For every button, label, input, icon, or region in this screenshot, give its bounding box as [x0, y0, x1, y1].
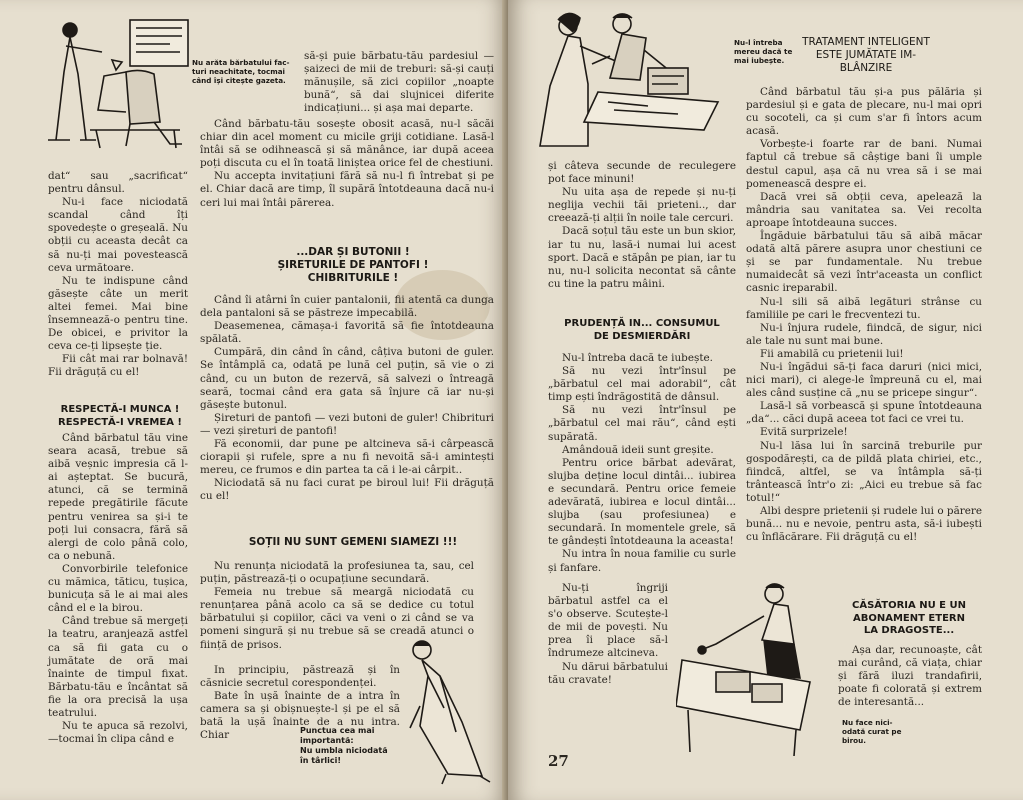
left-page — [0, 0, 508, 800]
paragraph: In principiu, păstrează și în căsnicie secretul corespondenței. — [200, 664, 400, 690]
paragraph: Nu dărui bărbatului tău cravate! — [548, 660, 668, 686]
text-right-col2a — [746, 86, 982, 544]
caption-line: Nu-l întreba — [734, 38, 783, 47]
text-right-col1a — [548, 160, 736, 291]
caption-line: când își citește gazeta. — [192, 76, 286, 85]
paragraph: Să nu vezi într'însul pe „bărbatul cel mai adorabil“, cât timp ești îndrăgostită de dânsul. — [548, 365, 736, 404]
paragraph: Nu-l lăsa lui în sarcină treburile pur gospodărești, ca de pildă plata chiriei, etc., fiindcă, altfel, se va întâmpla să-ți trântească într'o zi: „Aici eu trebue să fac totul!“ — [746, 439, 982, 504]
heading-line: ESTE JUMĂTATE IM- — [815, 49, 917, 61]
heading-twins — [212, 536, 494, 549]
heading-marriage — [824, 600, 994, 638]
paragraph: Dacă soțul tău este un bun skior, iar tu nu, lasă-i numai lui acest sport. Dacă e stăpân pe pian, iar tu nu, nu-l solicita necontat să cânte cu tine la patru mâini. — [548, 225, 736, 290]
paragraph: Fă economii, dar pune pe altcineva să-i cârpească ciorapii și rufele, spre a nu fi nevoită să-i amintești mereu, ce frumos e din partea ta că i le-ai cârpit.. — [200, 438, 494, 477]
paragraph: Când bărbatul tău și-a pus pălăria și pardesiul și e gata de plecare, nu-l mai opri cu socoteli, ca și cum s'ar fi întors acum acasă. — [746, 86, 982, 138]
paragraph: Nu-l sili să aibă legături strânse cu familiile pe cari le frecventezi tu. — [746, 295, 982, 321]
caption-line: Nu umbla niciodată — [300, 746, 388, 755]
paragraph: Îngăduie bărbatului tău să aibă măcar odată altă părere asupra unor chestiuni ce și se par fundamentale. Nu trebue numaidecât să vezi într'aceasta un conflict casnic ireparabil. — [746, 230, 982, 295]
caption-desk — [842, 718, 914, 745]
paragraph: Când îi atârni în cuier pantalonii, fii atentă ca dunga dela pantaloni să se păstreze impecabilă. — [200, 294, 494, 320]
paragraph: Nu te indispune când găsește câte un merit altei femei. Mai bine însemnează-o pentru tine. De obicei, e privitor la ceva ce-ți lipsește ție. — [48, 274, 188, 353]
caption-punctuality — [300, 726, 410, 766]
heading-line: CĂSĂTORIA NU E UN — [852, 600, 966, 611]
paragraph: Când bărbatul tău vine seara acasă, trebue să aibă veșnic impresia că l-ai așteptat. Se bucură, atunci, că se termină repede pregătirile făcute pentru venirea sa și-i te poți lui consacra, fără să alergi de colo până colo, ca o nebună. — [48, 432, 188, 562]
right-page — [508, 0, 1023, 800]
caption-line: turi neachitate, tocmai — [192, 67, 286, 76]
newspaper-reader-illustration — [30, 12, 200, 152]
text-right-col1c — [548, 582, 668, 687]
paragraph: Fii cât mai rar bolnavă! Fii drăguță cu el! — [48, 353, 188, 379]
paragraph: Fii amabilă cu prietenii lui! — [760, 347, 904, 360]
paragraph: Bate în ușă înainte de a intra în camera sa și obișnuește-l și pe el să bată la ușă înainte de a nu intra. Chiar — [200, 690, 400, 742]
paragraph: Dacă vrei să obții ceva, apelează la mândria sau vanitatea sa. Vei recolta aproape întotdeauna succes. — [746, 190, 982, 229]
text-left-top-wide — [200, 118, 494, 210]
paragraph: Nu accepta invitațiuni fără să nu-l fi întrebat și pe el. Chiar dacă are timp, îl supără întotdeauna dacă nu-i ceri lui mai întâi părerea. — [200, 170, 494, 209]
paragraph: Nu renunța niciodată la profesiunea ta, sau, cel puțin, păstrează-ți o ocupațiune secundară. — [200, 560, 474, 586]
text-right-col1b — [548, 352, 736, 575]
caption-line: Punctua cea mai — [300, 726, 375, 735]
text-left-top — [304, 50, 494, 115]
paragraph: Așa dar, recunoaște, cât mai curând, că viața, chiar și fără iluzi trandafirii, poate fi colorată și extrem de interesantă... — [838, 644, 982, 709]
paragraph: dat“ sau „sacrificat“ pentru dânsul. — [48, 170, 188, 196]
heading-line: CHIBRITURILE ! — [307, 272, 399, 284]
paragraph: Nu uita așa de repede și nu-ți neglija vechii tăi prieteni.., dar creează-ți alții în noile tale cercuri. — [548, 186, 736, 225]
text-left-col1 — [48, 170, 188, 380]
heading-line: SOȚII NU SUNT GEMENI SIAMEZI !!! — [248, 536, 458, 548]
paragraph: Deasemenea, cămașa-i favorită să fie întotdeauna spălată. — [200, 320, 494, 346]
heading-treatment — [746, 36, 986, 75]
paragraph: Nu te apuca să rezolvi, —tocmai în clipa când e — [48, 720, 188, 746]
paragraph: Femeia nu trebue să meargă niciodată cu renunțarea până acolo ca să se dedice cu totul bărbatului și copiilor, căci va veni o zi când se va pomeni singură și nu trebue să se creadă atunci o ființă de prisos. — [200, 586, 474, 651]
paragraph: Cumpără, din când în când, câțiva butoni de guler. Se întâmplă ca, odată pe lună cel puțin, să vie o zi când, cu un buton de rezervă, să salvezi o întreagă seară, tocmai când era gata să înjure că iar nu-și găsește butonul. — [200, 346, 494, 411]
couple-illustration — [528, 6, 728, 156]
heading-line: RESPECTĂ-I MUNCA ! — [60, 404, 180, 415]
heading-line: DE DESMIERDĂRI — [593, 330, 691, 342]
paragraph: Nu-ți îngriji bărbatul astfel ca el s'o observe. Scutește-l de mii de povești. Nu prea îi place să-l îndrumeze altcineva. — [548, 582, 668, 660]
heading-line: PRUDENȚĂ IN... CONSUMUL — [564, 318, 720, 329]
text-left-col2a — [200, 294, 494, 504]
heading-line: TRATAMENT INTELIGENT — [802, 36, 930, 48]
text-right-col2b — [838, 644, 982, 709]
heading-line: ABONAMENT ETERN — [853, 612, 965, 624]
caption-line: în târlici! — [300, 756, 342, 765]
caption-line: birou. — [842, 736, 866, 745]
paragraph: Nu-l întreba dacă te iubește. — [562, 352, 713, 364]
paragraph: Să nu vezi într'însul pe „bărbatul cel mai rău“, când ești supărată. — [548, 404, 736, 443]
heading-line: LA DRAGOSTE... — [863, 625, 955, 636]
caption-line: mai iubește. — [734, 56, 785, 65]
heading-line: RESPECTĂ-I VREMEA ! — [58, 416, 182, 428]
paragraph: Vorbește-i foarte rar de bani. Numai faptul că trebue să câștige bani îi umple destul capul, așa că nu vrea să i se mai pomenească despre ei. — [746, 138, 982, 190]
heading-buttons — [212, 246, 494, 285]
paragraph: să-și puie bărbatu-tău pardesiul — șaizeci de mii de treburi: să-și cauți mănușile, să zici copiilor „noapte bună“, să dai slujnicei diferite indicațiuni... și așa mai departe. — [304, 50, 494, 115]
caption-newspaper — [192, 58, 300, 85]
heading-prudence — [544, 318, 740, 343]
paragraph: Când trebue să mergeți la teatru, aranjează astfel ca să fii gata cu o jumătate de oră mai înainte de timpul fixat. Bărbatu-tău e încântat să fie la ora precisă la ușa teatrului. — [48, 615, 188, 719]
paragraph: Lasă-l să vorbească și spune întotdeauna „da“... căci după aceea tot faci ce vrei tu. — [746, 400, 982, 426]
text-left-col1b — [48, 432, 188, 746]
heading-line: ...DAR ȘI BUTONII ! — [296, 246, 410, 258]
paragraph: și câteva secunde de reculegere pot face minuni! — [548, 160, 736, 186]
paragraph: Pentru orice bărbat adevărat, slujba deține locul dintâi... iubirea e secundară. Pentru orice femeie adevărată, iubirea e locul dintâi... slujba (sau profesiunea) e secundară. In momentele grele, să te gândești întotdeauna la aceasta! — [548, 456, 736, 548]
paragraph: Amândouă ideii sunt greșite. — [562, 443, 714, 456]
woman-desk-illustration — [676, 580, 826, 758]
paragraph: Convorbirile telefonice cu mămica, tăticu, tușica, bunicuța să le ai mai ales când el e la birou. — [48, 562, 188, 615]
heading-line: ȘIRETURILE DE PANTOFI ! — [277, 259, 429, 271]
caption-line: importantă: — [300, 736, 354, 745]
caption-line: Nu arăta bărbatului fac- — [192, 58, 290, 67]
paragraph: Nu-i face niciodată scandal când îți spovedește o greșeală. Nu obții cu aceasta decât ca să nu-ți mai povestească ceva următoare. — [48, 196, 188, 274]
paragraph: Albi despre prietenii și rudele lui o părere bună... nu e nevoie, pentru asta, să-i iubești cu înflăcărare. Fii drăguță cu el! — [746, 505, 982, 544]
paragraph: Evită surprizele! — [760, 426, 848, 439]
paragraph: Șireturi de pantofi — vezi butoni de guler! Chibrituri — vezi șireturi de pantofi! — [200, 411, 494, 437]
caption-line: mereu dacă te — [734, 47, 793, 56]
paragraph: Niciodată să nu faci curat pe biroul lui! Fii drăguță cu el! — [200, 477, 494, 503]
paragraph: Nu-i îngădui să-ți faca daruri (nici mici, nici mari), ci alege-le împreună cu el, mai ales când susține că „nu se pricepe singur“. — [746, 360, 982, 400]
paragraph: Nu-i înjura rudele, fiindcă, de sigur, nici ale tale nu sunt mai bune. — [746, 321, 982, 347]
paragraph: Nu intra în noua familie cu surle și fanfare. — [548, 548, 736, 574]
heading-respect — [40, 404, 200, 429]
caption-line: Nu face nici- — [842, 718, 893, 727]
heading-line: BLÂNZIRE — [839, 62, 893, 74]
page-number: 27 — [548, 752, 569, 770]
caption-line: odată curat pe — [842, 727, 902, 736]
paragraph: Când bărbatu-tău sosește obosit acasă, nu-l săcăi chiar din acel moment cu micile griji cotidiane. Lasă-l întâi să se odihnească și să mănânce, iar după aceea poți discuta cu el în toată liniștea orice fel de chestiuni. — [200, 118, 494, 170]
